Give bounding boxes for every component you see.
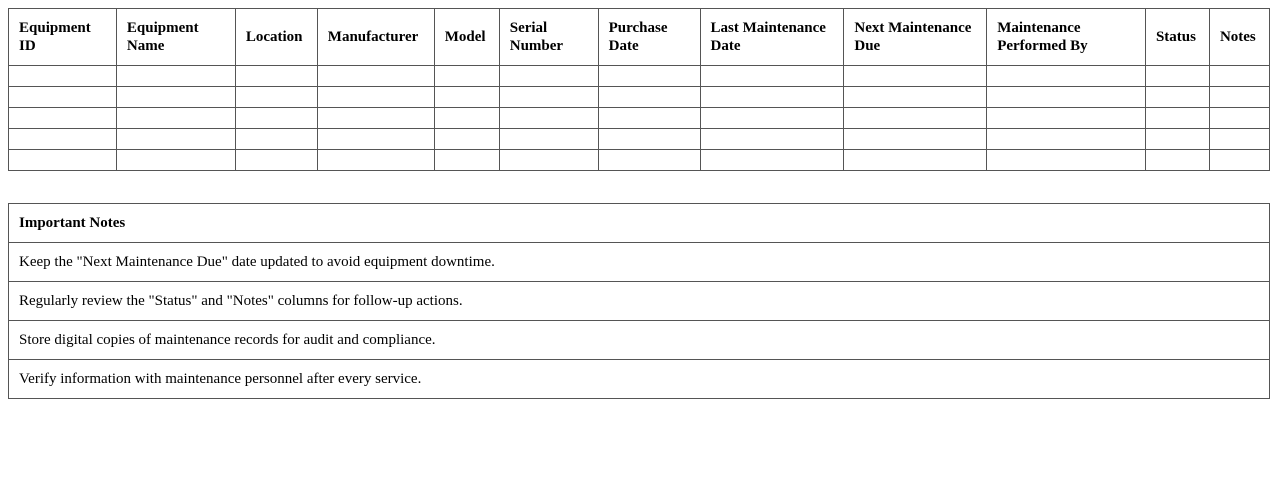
table-cell[interactable]	[700, 150, 844, 171]
column-header-serial-number: Serial Number	[499, 9, 598, 66]
column-header-last-maintenance-date: Last Maintenance Date	[700, 9, 844, 66]
table-cell[interactable]	[499, 129, 598, 150]
note-item: Store digital copies of maintenance records for audit and compliance.	[9, 321, 1270, 360]
column-header-notes: Notes	[1209, 9, 1269, 66]
table-cell[interactable]	[987, 150, 1146, 171]
column-header-equipment-id: Equipment ID	[9, 9, 117, 66]
note-row	[9, 321, 1270, 360]
table-cell[interactable]	[9, 108, 117, 129]
table-cell[interactable]	[434, 129, 499, 150]
table-cell[interactable]	[844, 150, 987, 171]
table-cell[interactable]	[499, 66, 598, 87]
table-cell[interactable]	[235, 129, 317, 150]
note-row	[9, 360, 1270, 399]
table-cell[interactable]	[235, 87, 317, 108]
table-cell[interactable]	[116, 66, 235, 87]
table-cell[interactable]	[1145, 150, 1209, 171]
table-cell[interactable]	[1209, 108, 1269, 129]
table-cell[interactable]	[598, 87, 700, 108]
note-item: Verify information with maintenance personnel after every service.	[9, 360, 1270, 399]
table-cell[interactable]	[434, 87, 499, 108]
table-cell[interactable]	[844, 87, 987, 108]
table-cell[interactable]	[700, 66, 844, 87]
table-cell[interactable]	[434, 150, 499, 171]
table-cell[interactable]	[598, 108, 700, 129]
table-cell[interactable]	[434, 108, 499, 129]
table-row	[9, 87, 1270, 108]
table-cell[interactable]	[987, 129, 1146, 150]
important-notes-heading: Important Notes	[9, 204, 1270, 243]
column-header-purchase-date: Purchase Date	[598, 9, 700, 66]
table-cell[interactable]	[1145, 66, 1209, 87]
column-header-location: Location	[235, 9, 317, 66]
table-cell[interactable]	[844, 108, 987, 129]
table-cell[interactable]	[235, 150, 317, 171]
table-cell[interactable]	[116, 87, 235, 108]
table-cell[interactable]	[9, 87, 117, 108]
table-cell[interactable]	[1209, 87, 1269, 108]
table-cell[interactable]	[1145, 87, 1209, 108]
table-cell[interactable]	[1209, 150, 1269, 171]
equipment-maintenance-table	[8, 8, 1270, 171]
table-cell[interactable]	[700, 108, 844, 129]
table-cell[interactable]	[844, 66, 987, 87]
table-header-row	[9, 9, 1270, 66]
table-cell[interactable]	[317, 108, 434, 129]
table-cell[interactable]	[1209, 66, 1269, 87]
table-cell[interactable]	[598, 150, 700, 171]
table-cell[interactable]	[700, 87, 844, 108]
table-cell[interactable]	[987, 108, 1146, 129]
table-cell[interactable]	[987, 87, 1146, 108]
column-header-manufacturer: Manufacturer	[317, 9, 434, 66]
table-cell[interactable]	[9, 129, 117, 150]
column-header-status: Status	[1145, 9, 1209, 66]
table-cell[interactable]	[9, 150, 117, 171]
table-cell[interactable]	[317, 87, 434, 108]
note-row	[9, 243, 1270, 282]
table-row	[9, 66, 1270, 87]
table-cell[interactable]	[499, 108, 598, 129]
notes-header-row	[9, 204, 1270, 243]
table-cell[interactable]	[9, 66, 117, 87]
note-item: Keep the "Next Maintenance Due" date updated to avoid equipment downtime.	[9, 243, 1270, 282]
column-header-maintenance-performed-by: Maintenance Performed By	[987, 9, 1146, 66]
table-cell[interactable]	[598, 66, 700, 87]
table-cell[interactable]	[317, 66, 434, 87]
column-header-next-maintenance-due: Next Maintenance Due	[844, 9, 987, 66]
important-notes-table	[8, 203, 1270, 399]
equipment-table-body	[9, 66, 1270, 171]
table-cell[interactable]	[499, 87, 598, 108]
table-cell[interactable]	[317, 150, 434, 171]
table-cell[interactable]	[1209, 129, 1269, 150]
table-cell[interactable]	[116, 150, 235, 171]
table-cell[interactable]	[434, 66, 499, 87]
table-cell[interactable]	[116, 129, 235, 150]
table-cell[interactable]	[499, 150, 598, 171]
table-row	[9, 150, 1270, 171]
note-row	[9, 282, 1270, 321]
table-cell[interactable]	[317, 129, 434, 150]
table-cell[interactable]	[1145, 108, 1209, 129]
table-cell[interactable]	[700, 129, 844, 150]
column-header-model: Model	[434, 9, 499, 66]
table-cell[interactable]	[598, 129, 700, 150]
table-cell[interactable]	[844, 129, 987, 150]
table-cell[interactable]	[987, 66, 1146, 87]
table-cell[interactable]	[1145, 129, 1209, 150]
table-cell[interactable]	[116, 108, 235, 129]
table-row	[9, 129, 1270, 150]
table-row	[9, 108, 1270, 129]
note-item: Regularly review the "Status" and "Notes" columns for follow-up actions.	[9, 282, 1270, 321]
table-cell[interactable]	[235, 66, 317, 87]
table-cell[interactable]	[235, 108, 317, 129]
column-header-equipment-name: Equipment Name	[116, 9, 235, 66]
